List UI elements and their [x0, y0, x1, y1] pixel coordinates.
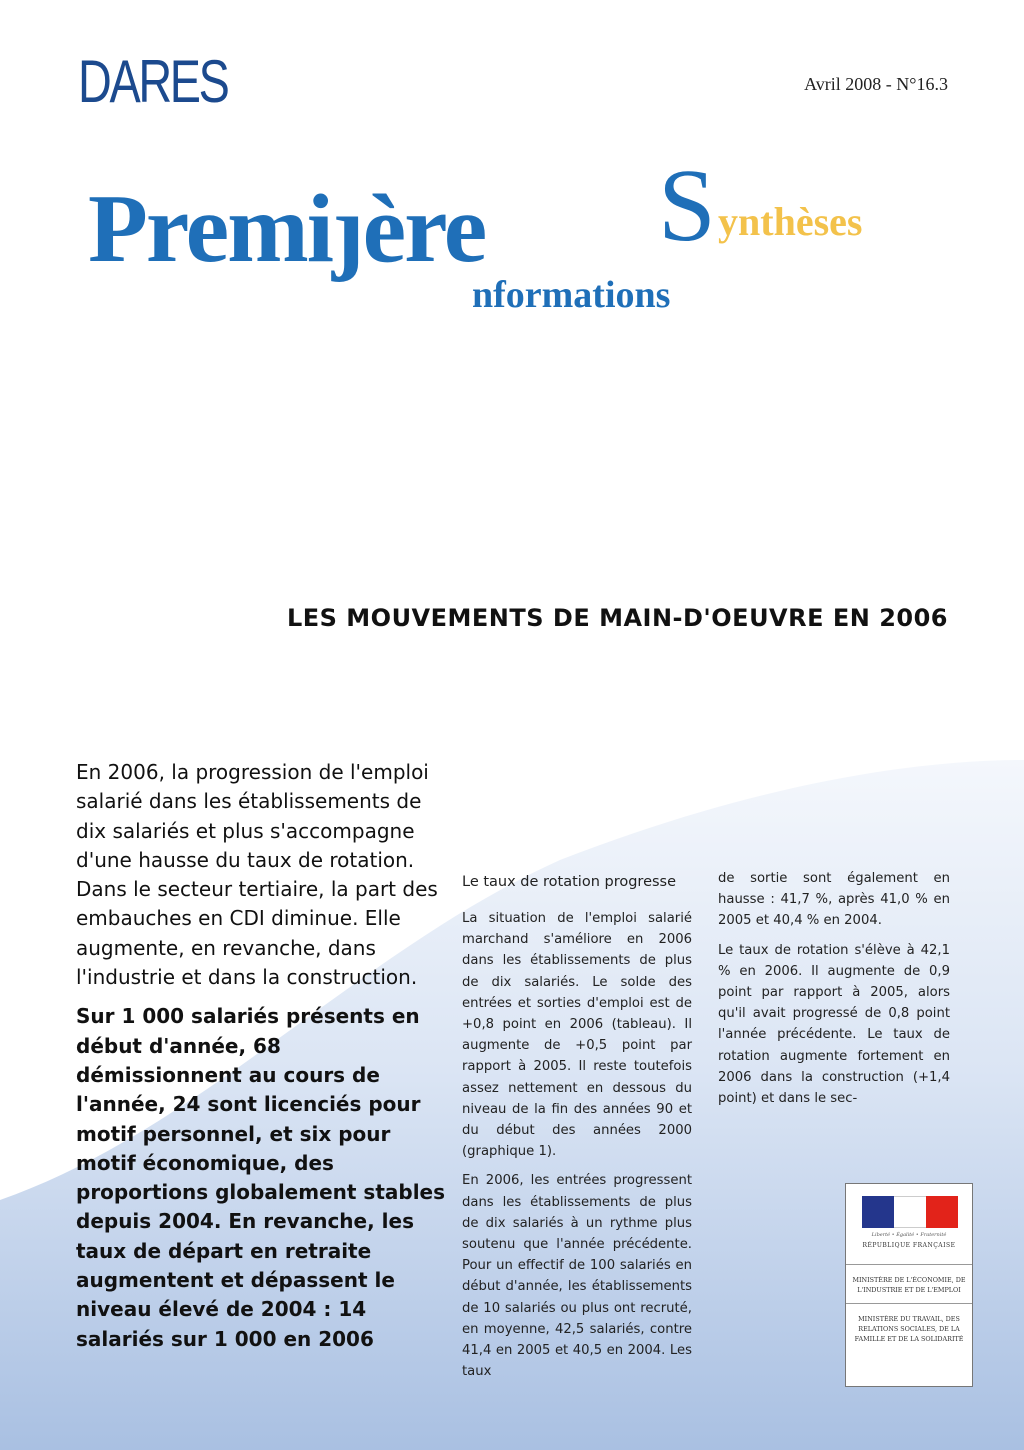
- masthead-premiere: Premiȷère: [88, 175, 486, 283]
- republique-logo: [846, 1184, 972, 1265]
- article-paragraph: de sortie sont également en hausse : 41,7 %, après 41,0 % en 2005 et 40,4 % en 2004.: [718, 871, 950, 929]
- summary-emphasis: Sur 1 000 salariés présents en début d'année, 68 démissionnent au cours de l'année, 24 sont licenciés pour motif personnel, et six pour motif économique, des proportions globalement stables depuis 2004. En revanche, les taux de départ en retraite augmentent et dépassent le niveau élevé de 2004 : 14 salariés sur 1 000 en 2006: [76, 1004, 446, 1351]
- summary-block: [76, 758, 446, 1364]
- article-column-1: [462, 874, 692, 1390]
- masthead-synth-initial: S: [658, 148, 716, 263]
- republic-motto: Liberté • Égalité • Fraternité: [871, 1232, 947, 1238]
- french-flag-icon: [862, 1196, 958, 1228]
- dares-logo: DARES: [78, 48, 228, 115]
- article-paragraph: La situation de l'emploi salarié marchand s'améliore en 2006 dans les établissements de plus de dix salariés. Le solde des entrées et sorties d'emploi est de +0,8 point en 2006 (tableau). Il augmente de +0,5 point par rapport à 2005. Il reste toutefois assez nettement en dessous du niveau de la fin des années 90 et du début des années 2000 (graphique 1).: [462, 911, 692, 1160]
- page-title: LES MOUVEMENTS DE MAIN-D'OEUVRE EN 2006: [286, 604, 948, 633]
- article-paragraph: En 2006, les entrées progressent dans les établissements de plus de dix salariés à un rythme plus soutenu que l'année précédente. Pour un effectif de 100 salariés en début d'année, les établissements de 10 salariés ou plus ont recruté, en moyenne, 42,5 salariés, contre 41,4 en 2005 et 40,5 en 2004. Les taux: [462, 1173, 692, 1380]
- ministry-labour: MINISTÈRE DU TRAVAIL, DES RELATIONS SOCIALES, DE LA FAMILLE ET DE LA SOLIDARITÉ: [854, 1315, 964, 1343]
- republique-label: RÉPUBLIQUE FRANÇAISE: [862, 1242, 956, 1249]
- masthead-syntheses: ynthèses: [718, 199, 863, 244]
- masthead-logo: [88, 148, 968, 322]
- masthead-informations: nformations: [472, 274, 671, 316]
- summary-intro: En 2006, la progression de l'emploi salarié dans les établissements de dix salariés et plus s'accompagne d'une hausse du taux de rotation. Dans le secteur tertiaire, la part des embauches en CDI diminue. Elle augmente, en revanche, dans l'industrie et dans la construction.: [76, 760, 438, 990]
- issue-date: Avril 2008 - N°16.3: [804, 74, 948, 94]
- ministry-economy: MINISTÈRE DE L'ÉCONOMIE, DE L'INDUSTRIE ET DE L'EMPLOI: [846, 1265, 972, 1304]
- article-column-2: [718, 868, 950, 1117]
- section-heading: Le taux de rotation progresse: [462, 874, 677, 890]
- article-paragraph: Le taux de rotation s'élève à 42,1 % en 2006. Il augmente de 0,9 point par rapport à 2005, alors qu'il avait progressé de 0,8 point l'année précédente. Le taux de rotation augmente fortement en 2006 dans la construction (+1,4 point) et dans le sec-: [718, 942, 950, 1107]
- ministry-logo-box: [845, 1183, 973, 1387]
